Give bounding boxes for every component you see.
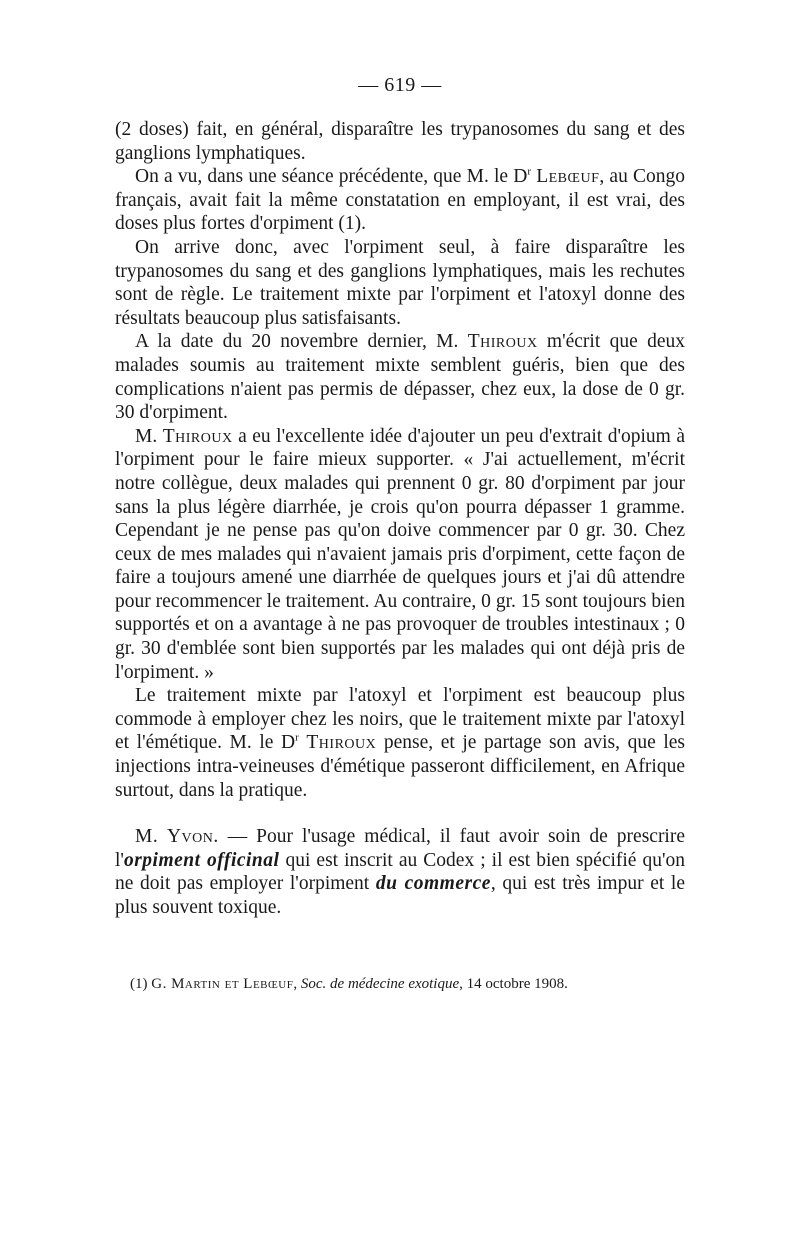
paragraph-7-text-c: , qui est très impur et le plus souvent toxique. xyxy=(115,873,685,918)
footnote-authors: G. Martin et Lebœuf xyxy=(151,976,294,992)
paragraph-4-text-a: A la date du 20 novembre dernier, M. xyxy=(135,331,468,353)
paragraph-2-text-b: , au Congo français, avait fait la même constatation en employant, il est vrai, des doses plus fortes d'orpiment (1). xyxy=(115,166,686,235)
paragraph-6 xyxy=(115,684,685,802)
person-name-thiroux: Thiroux xyxy=(467,331,538,353)
speaker-name-yvon: M. Yvon. xyxy=(135,826,219,848)
paragraph-2-text-a: On a vu, dans une séance précédente, que M. le D xyxy=(135,166,528,188)
footnote xyxy=(130,974,690,994)
paragraph-7 xyxy=(115,825,685,919)
paragraph-6-text-a: Le traitement mixte par l'atoxyl et l'orpiment est beaucoup plus commode à employer chez les noirs, que le traitement mixte par l'atoxyl et l'émétique. M. le D xyxy=(115,685,685,754)
paragraph-5-text-b: a eu l'excellente idée d'ajouter un peu d'extrait d'opium à l'orpiment pour le faire mieux supporter. « J'ai actuellement, m'écrit notre collègue, deux malades qui prennent 0 gr. 80 d'orpiment par jour sans la plus légère diarrhée, je crois qu'on pourra dépasser 1 gramme. Cependant je ne pense pas qu'on doive commencer par 0 gr. 30. Chez ceux de mes malades qui n'avaient jamais pris d'orpiment, cette façon de faire a toujours amené une diarrhée de quelques jours et j'ai dû attendre pour recommencer le traitement. Au contraire, 0 gr. 15 sont toujours bien supportés et on a avantage à ne pas provoquer de troubles intestinaux ; 0 gr. 30 d'emblée sont bien supportés par les malades qui ont déjà pris de l'orpiment. » xyxy=(115,425,685,683)
title-superscript: r xyxy=(295,731,299,744)
paragraph-5 xyxy=(115,425,685,685)
paragraph-2 xyxy=(115,165,685,236)
paragraph-7-text-a: — Pour l'usage médical, il faut avoir soin de prescrire l' xyxy=(115,826,686,871)
footnote-date: , 14 octobre 1908. xyxy=(459,976,568,992)
footnote-marker: (1) xyxy=(130,976,152,992)
paragraph-4-text-b: m'écrit que deux malades soumis au traitement mixte semblent guéris, bien que des complications n'aient pas permis de dépasser, chez eux, la dose de 0 gr. 30 d'orpiment. xyxy=(115,331,685,424)
person-name-thiroux: Thiroux xyxy=(306,732,377,754)
person-name-leboeuf: Lebœuf xyxy=(536,166,600,188)
footnote-journal: Soc. de médecine exotique xyxy=(300,976,460,992)
title-superscript: r xyxy=(527,165,532,178)
paragraph-4 xyxy=(115,330,685,424)
emphasis-orpiment-officinal: orpiment officinal xyxy=(123,849,280,871)
body-text xyxy=(115,118,685,920)
person-name-thiroux: Thiroux xyxy=(162,425,233,447)
paragraph-5-text-a: M. xyxy=(135,425,163,447)
footnote-separator: , xyxy=(293,976,301,992)
paragraph-6-text-b: pense, et je partage son avis, que les injections intra-veineuses d'émétique passeront difficilement, en Afrique surtout, dans la pratique. xyxy=(115,732,686,801)
paragraph-7-text-b: qui est inscrit au Codex ; il est bien spécifié qu'on ne doit pas employer l'orpiment xyxy=(115,849,685,895)
emphasis-du-commerce: du commerce xyxy=(375,873,491,895)
paragraph-3: On arrive donc, avec l'orpiment seul, à faire disparaître les trypanosomes du sang et des ganglions lymphatiques, mais les rechutes sont de règle. Le traitement mixte par l'orpiment et l'atoxyl donne des résultats beaucoup plus satisfaisants. xyxy=(115,236,685,329)
paragraph-1: (2 doses) fait, en général, disparaître les trypanosomes du sang et des ganglions lymphatiques. xyxy=(115,119,685,164)
page-number: — 619 — xyxy=(358,74,442,96)
